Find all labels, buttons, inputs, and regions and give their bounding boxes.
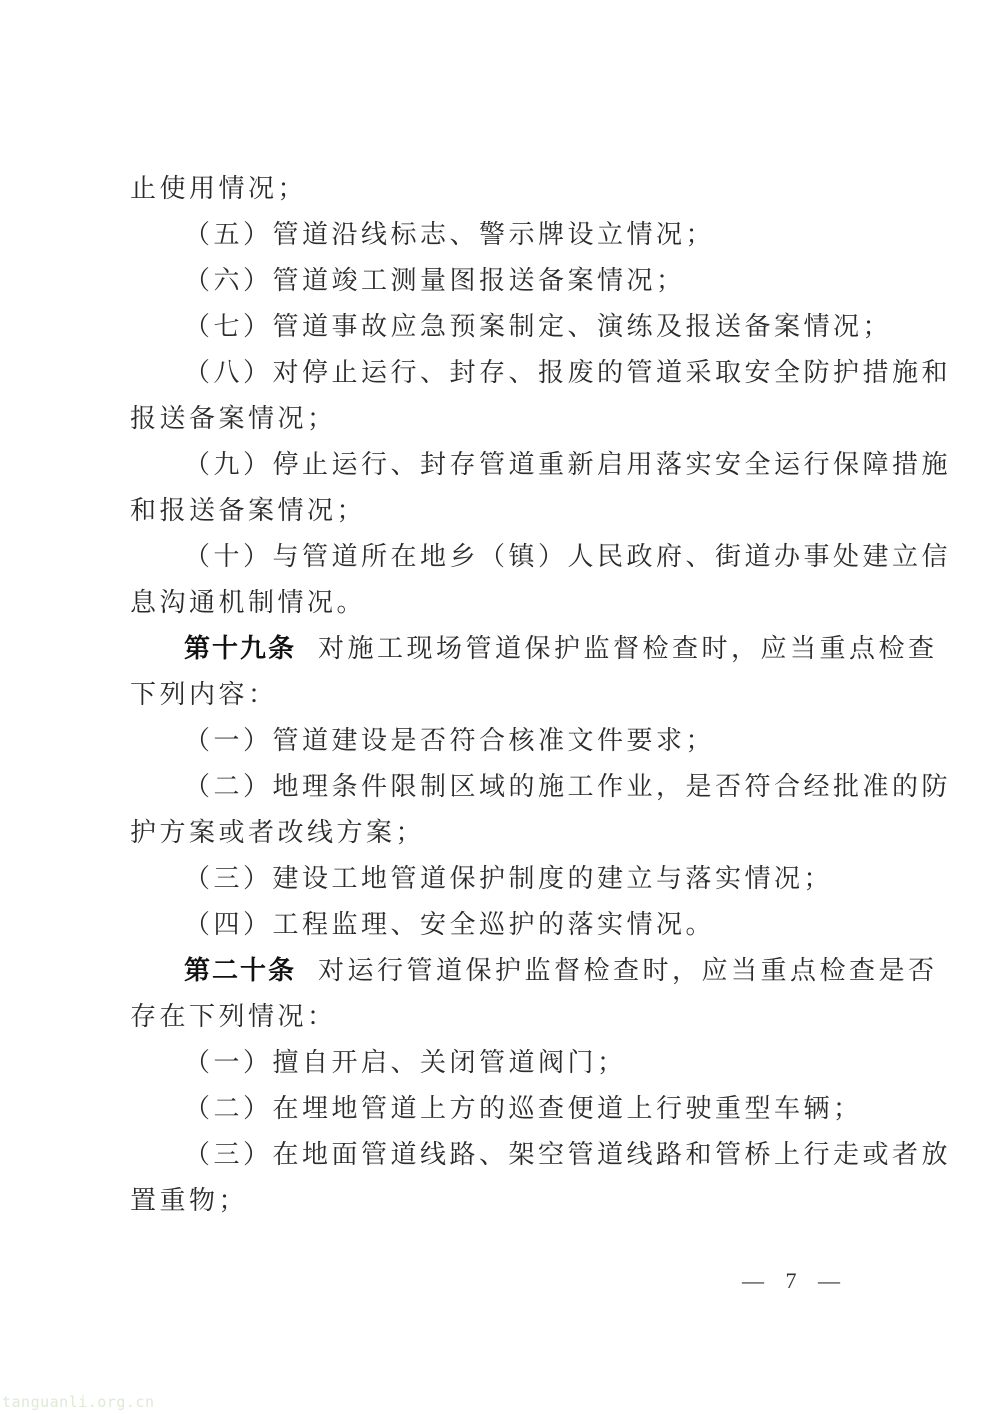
text-line: [130, 764, 952, 810]
text-line: [130, 580, 872, 626]
text-line: [130, 350, 952, 396]
article-number: 第十九条: [184, 634, 297, 664]
text-line: [130, 442, 952, 488]
text-line: [130, 810, 872, 856]
line-text: （四）工程监理、安全巡护的落实情况。: [184, 910, 716, 940]
line-text: （一）管道建设是否符合核准文件要求；: [184, 726, 716, 756]
text-line: [130, 1132, 952, 1178]
line-text: （六）管道竣工测量图报送备案情况；: [184, 266, 686, 296]
text-line: [130, 1178, 872, 1224]
watermark: tanguanli.org.cn: [2, 1393, 155, 1411]
line-text: （七）管道事故应急预案制定、演练及报送备案情况；: [184, 312, 893, 342]
line-text: 对运行管道保护监督检查时，应当重点检查是否: [318, 956, 938, 986]
line-text: 置重物；: [130, 1186, 249, 1216]
line-text: 报送备案情况；: [130, 404, 337, 434]
line-text: 存在下列情况：: [130, 1002, 337, 1032]
text-line: [130, 258, 872, 304]
document-body: [130, 166, 952, 1224]
text-line: [130, 902, 872, 948]
article-number: 第二十条: [184, 956, 297, 986]
text-line: [130, 1086, 872, 1132]
text-line: [130, 212, 872, 258]
line-text: （二）在埋地管道上方的巡查便道上行驶重型车辆；: [184, 1094, 863, 1124]
line-text: 止使用情况；: [130, 174, 308, 204]
article-19-heading: [130, 626, 938, 672]
text-line: [130, 534, 952, 580]
line-text: （三）在地面管道线路、架空管道线路和管桥上行走或者放: [184, 1140, 952, 1170]
line-text: 和报送备案情况；: [130, 496, 367, 526]
line-text: （十）与管道所在地乡（镇）人民政府、街道办事处建立信: [184, 542, 952, 572]
text-line: [130, 856, 872, 902]
line-text: （一）擅自开启、关闭管道阀门；: [184, 1048, 627, 1078]
text-line: [130, 718, 872, 764]
page-number: — 7 —: [742, 1268, 848, 1293]
text-line: [130, 1040, 872, 1086]
line-text: 息沟通机制情况。: [130, 588, 367, 618]
line-text: （八）对停止运行、封存、报废的管道采取安全防护措施和: [184, 358, 952, 388]
text-line: [130, 488, 872, 534]
line-text: 护方案或者改线方案；: [130, 818, 426, 848]
line-text: （九）停止运行、封存管道重新启用落实安全运行保障措施: [184, 450, 952, 480]
text-line: [130, 166, 872, 212]
line-text: （五）管道沿线标志、警示牌设立情况；: [184, 220, 716, 250]
text-line: [130, 672, 872, 718]
text-line: [130, 396, 872, 442]
text-line: [130, 994, 872, 1040]
line-text: 对施工现场管道保护监督检查时，应当重点检查: [318, 634, 938, 664]
line-text: （二）地理条件限制区域的施工作业，是否符合经批准的防: [184, 772, 952, 802]
line-text: 下列内容：: [130, 680, 278, 710]
article-20-heading: [130, 948, 938, 994]
text-line: [130, 304, 893, 350]
line-text: （三）建设工地管道保护制度的建立与落实情况；: [184, 864, 834, 894]
